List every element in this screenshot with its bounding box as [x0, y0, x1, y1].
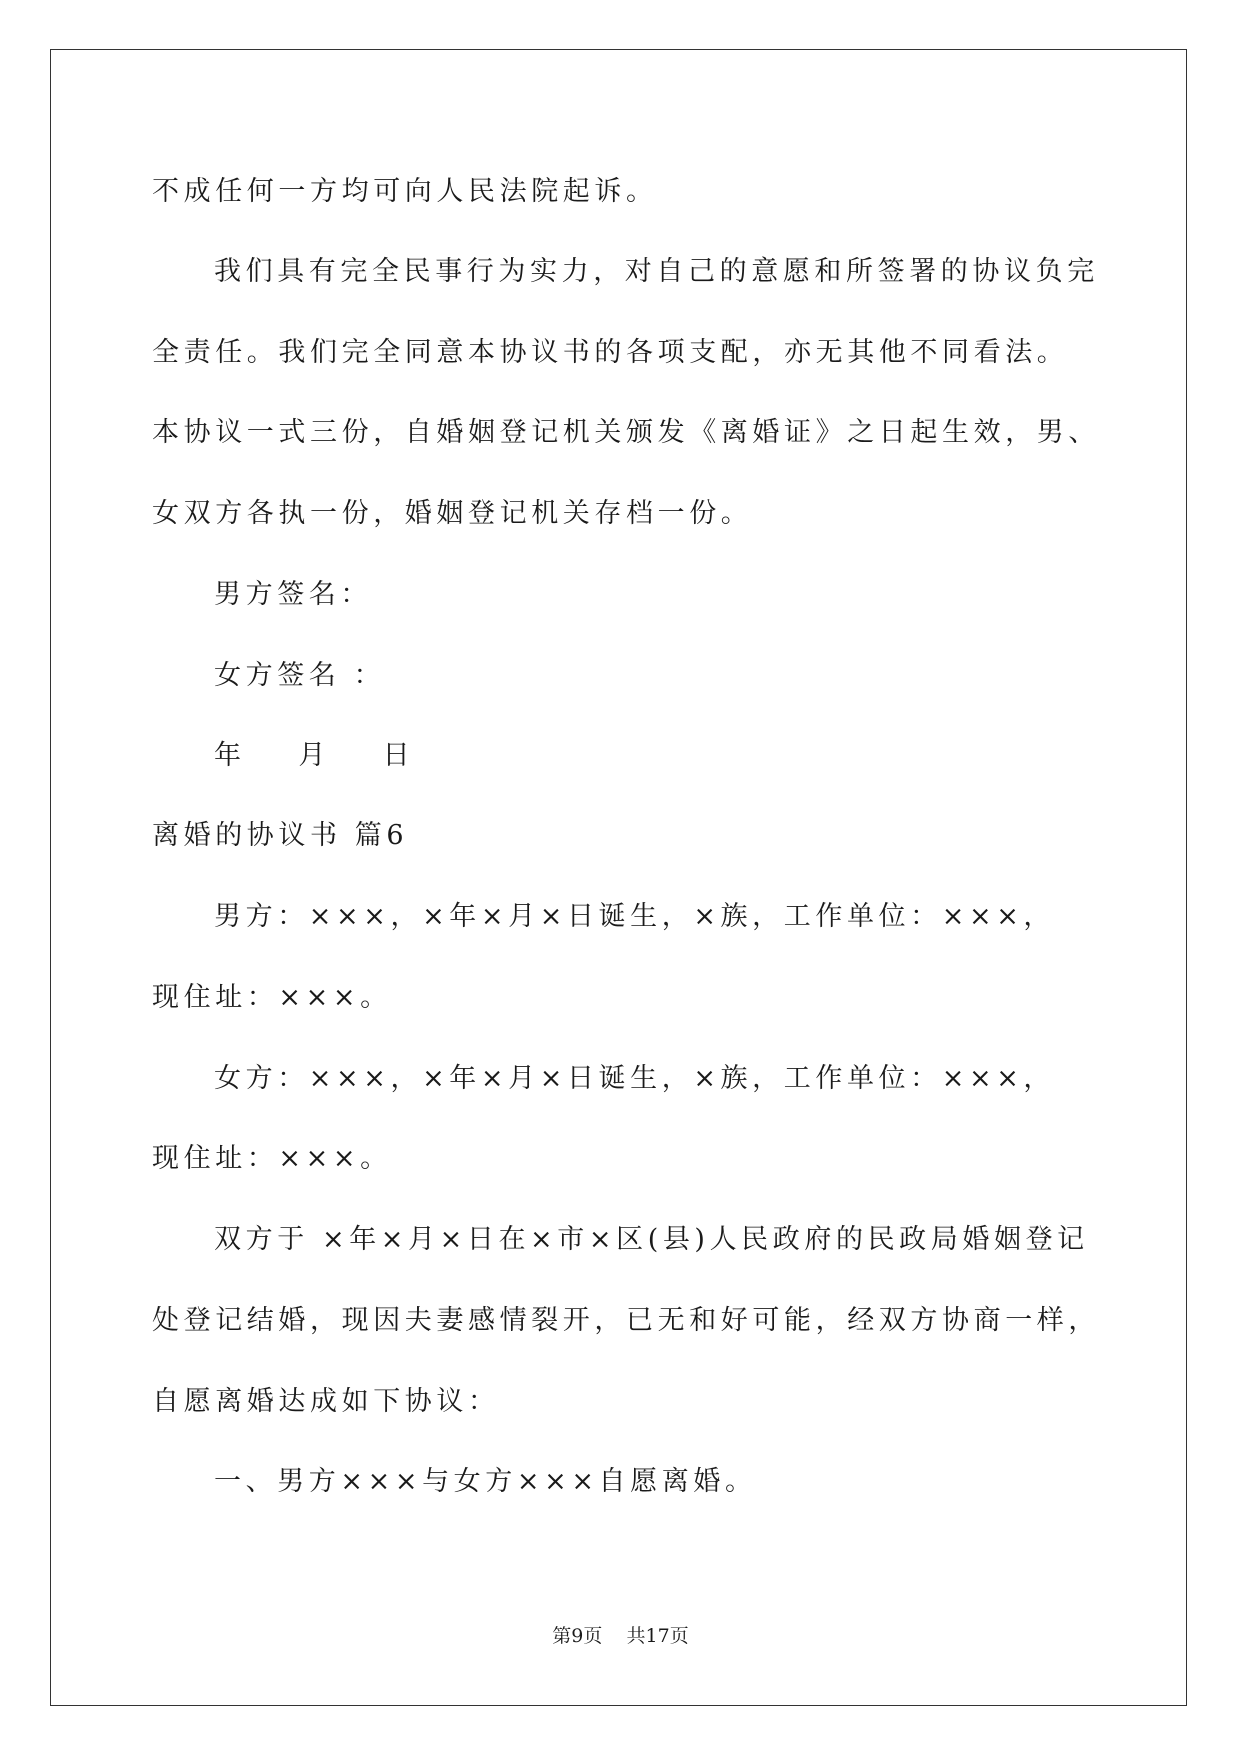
- husband-signature-label: 男方签名：: [214, 579, 372, 610]
- text-line-wife-address: 现住址：×××。: [152, 1143, 392, 1174]
- page-frame: [50, 49, 1187, 1706]
- text-line-marriage-3: 自愿离婚达成如下协议：: [152, 1386, 500, 1417]
- text-line-marriage-1: 双方于 ×年×月×日在×市×区(县)人民政府的民政局婚姻登记: [214, 1224, 1089, 1255]
- section-heading: 离婚的协议书 篇6: [152, 820, 409, 851]
- wife-signature-label: 女方签名 ：: [214, 660, 386, 691]
- text-line-husband-address: 现住址：×××。: [152, 982, 392, 1013]
- text-line-1: 不成任何一方均可向人民法院起诉。: [152, 176, 658, 207]
- text-line-3: 全责任。我们完全同意本协议书的各项支配，亦无其他不同看法。: [152, 337, 1069, 368]
- text-line-clause-1: 一、男方×××与女方×××自愿离婚。: [214, 1466, 757, 1497]
- text-line-marriage-2: 处登记结婚，现因夫妻感情裂开，已无和好可能，经双方协商一样，: [152, 1305, 1100, 1336]
- date-line: 年 月 日: [214, 740, 415, 771]
- text-line-2: 我们具有完全民事行为实力，对自己的意愿和所签署的协议负完: [214, 256, 1099, 287]
- page-number-footer: 第9页 共17页: [552, 1625, 689, 1647]
- text-line-4: 本协议一式三份，自婚姻登记机关颁发《离婚证》之日起生效，男、: [152, 417, 1100, 448]
- text-line-husband-info: 男方：×××，×年×月×日诞生，×族，工作单位：×××，: [214, 901, 1056, 932]
- text-line-wife-info: 女方：×××，×年×月×日诞生，×族，工作单位：×××，: [214, 1063, 1056, 1094]
- text-line-5: 女双方各执一份，婚姻登记机关存档一份。: [152, 498, 753, 529]
